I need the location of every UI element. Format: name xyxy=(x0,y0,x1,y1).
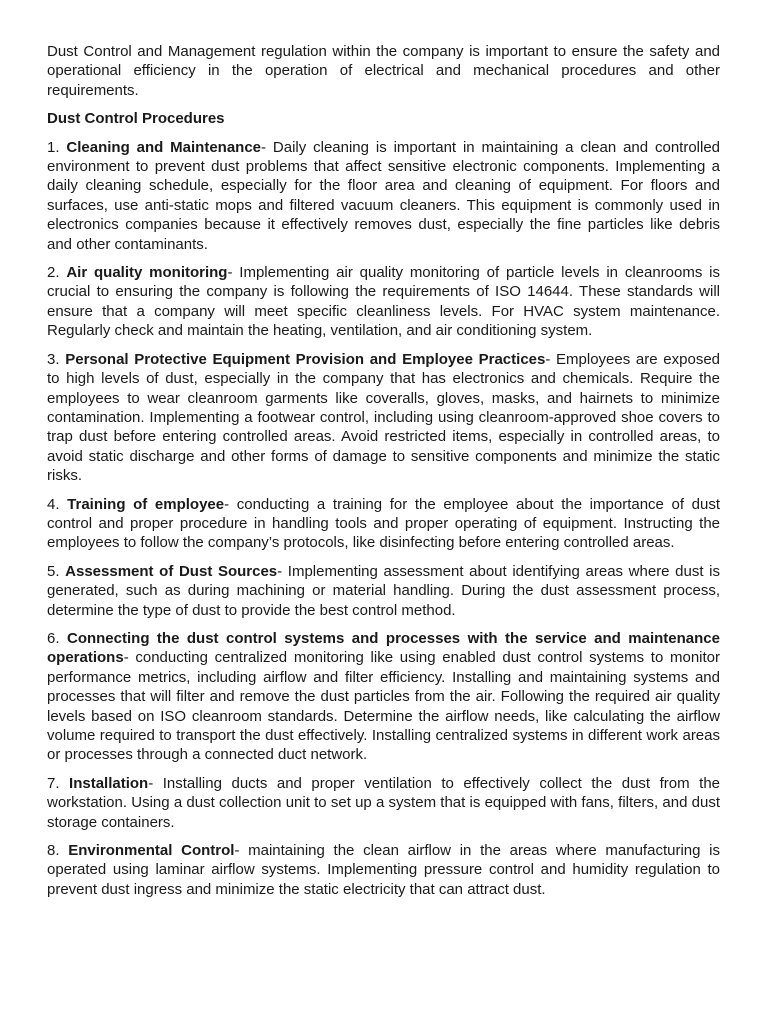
procedure-item-8 xyxy=(47,841,720,899)
document-page xyxy=(47,42,720,908)
item-number: 7. xyxy=(47,774,60,792)
item-text: - Daily cleaning is important in maintaining a clean and controlled environment to prevent dust problems that affect sensitive electronic components. Implementing a daily cleaning schedule, especially for the floor area and cleaning of equipment. For floors and surfaces, use anti-static mops and filtered vacuum cleaners. This equipment is commonly used in electronics companies because it effectively removes dust, especially the fine particles like debris and other contaminants. xyxy=(47,138,721,253)
procedure-item-2 xyxy=(47,263,720,341)
item-number: 6. xyxy=(47,629,60,647)
procedure-item-6 xyxy=(47,629,720,765)
item-term: Cleaning and Maintenance xyxy=(66,138,262,156)
item-text: - Implementing air quality monitoring of particle levels in cleanrooms is crucial to ensuring the company is following the requirements of ISO 14644. These standards will ensure that a company will meet specific cleanliness levels. For HVAC system maintenance. Regularly check and maintain the heating, ventilation, and air conditioning system. xyxy=(47,264,720,340)
item-number: 5. xyxy=(47,562,60,580)
item-number: 3. xyxy=(47,350,60,368)
item-text: - Employees are exposed to high levels of dust, especially in the company that has electronics and chemicals. Require the employees to wear cleanroom garments like coveralls, gloves, masks, and hairnets to minimize contamination. Implementing a footwear control, including using cleanroom-approved shoe covers to trap dust before entering controlled areas. Avoid restricted items, especially in controlled areas, to avoid static discharge and other forms of damage to sensitive components and minimize the static risks. xyxy=(47,350,720,485)
item-term: Air quality monitoring xyxy=(66,264,228,282)
item-number: 1. xyxy=(47,138,60,156)
procedure-item-5 xyxy=(47,562,720,620)
item-term: Connecting the dust control systems and processes with the service and maintenance operations xyxy=(47,629,720,667)
item-term: Assessment of Dust Sources xyxy=(65,562,278,580)
item-number: 2. xyxy=(47,264,60,282)
procedure-item-3 xyxy=(47,350,720,486)
item-term: Installation xyxy=(69,774,149,792)
item-term: Environmental Control xyxy=(68,842,235,860)
item-term: Training of employee xyxy=(67,495,225,513)
intro-paragraph: Dust Control and Management regulation within the company is important to ensure the safety and operational efficiency in the operation of electrical and mechanical procedures and other requirements. xyxy=(47,43,720,99)
item-number: 8. xyxy=(47,842,60,860)
item-text: - conducting centralized monitoring like using enabled dust control systems to monitor performance metrics, including airflow and filter efficiency. Installing and maintaining systems and processes that will filter and remove the dust particles from the air. Following the required air quality levels based on ISO cleanroom standards. Determine the airflow needs, like calculating the airflow volume required to transport the dust effectively. Installing centralized systems in different work areas or processes through a connected duct network. xyxy=(47,649,720,764)
procedure-item-4 xyxy=(47,495,720,553)
section-heading: Dust Control Procedures xyxy=(47,110,225,128)
item-term: Personal Protective Equipment Provision and Employee Practices xyxy=(65,350,546,368)
item-text: - Implementing assessment about identifying areas where dust is generated, such as during machining or material handling. During the dust assessment process, determine the type of dust to provide the best control method. xyxy=(47,562,720,619)
item-text: - Installing ducts and proper ventilation to effectively collect the dust from the workstation. Using a dust collection unit to set up a system that is equipped with fans, filters, and dust storage containers. xyxy=(47,774,720,831)
procedure-item-1 xyxy=(47,138,720,254)
item-number: 4. xyxy=(47,495,60,513)
item-text: - maintaining the clean airflow in the areas where manufacturing is operated using laminar airflow systems. Implementing pressure control and humidity regulation to prevent dust ingress and minimize the static electricity that can attract dust. xyxy=(47,842,720,898)
procedure-item-7 xyxy=(47,774,720,832)
item-text: - conducting a training for the employee about the importance of dust control and proper procedure in handling tools and proper operating of equipment. Instructing the employees to follow the company’s protocols, like disinfecting before entering controlled areas. xyxy=(47,495,721,552)
